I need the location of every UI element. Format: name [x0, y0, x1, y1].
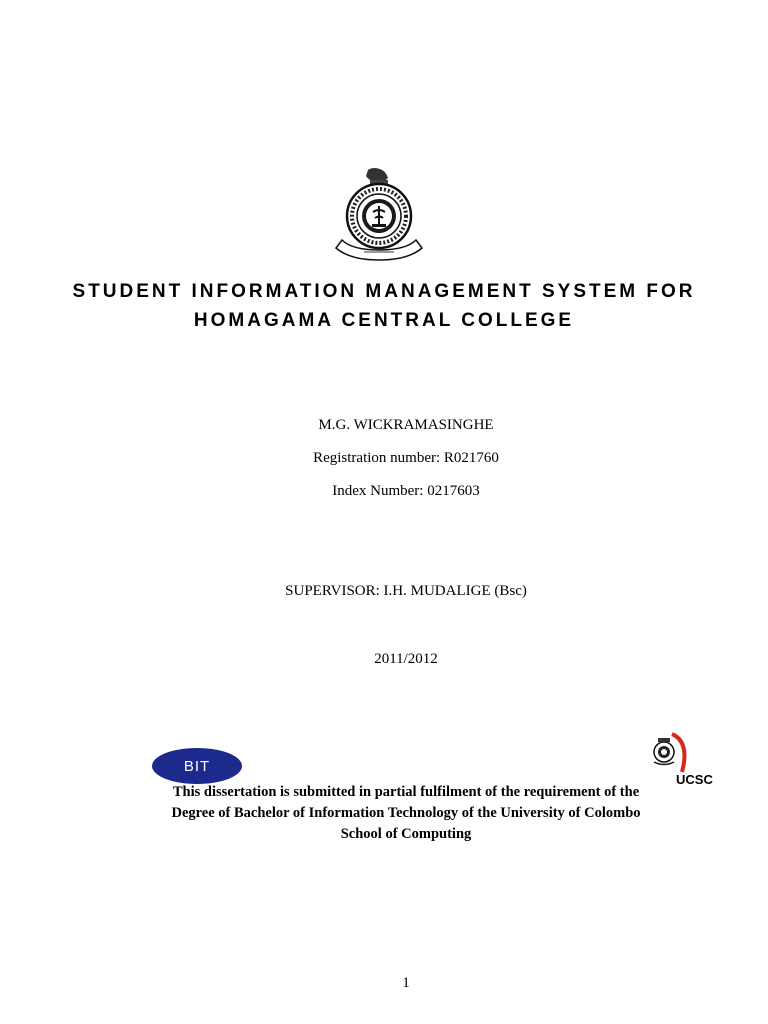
author-name: M.G. WICKRAMASINGHE: [318, 417, 494, 433]
index-number: Index Number: 0217603: [332, 483, 480, 499]
thesis-title-line-1: STUDENT INFORMATION MANAGEMENT SYSTEM FOR: [72, 281, 696, 302]
registration-number: Registration number: R021760: [313, 450, 499, 466]
supervisor: SUPERVISOR: I.H. MUDALIGE (Bsc): [285, 583, 527, 599]
academic-year: 2011/2012: [374, 651, 438, 667]
submission-statement-line-2: Degree of Bachelor of Information Technology of the University of Colombo: [171, 805, 641, 821]
bit-logo: [152, 748, 242, 784]
submission-statement-line-3: School of Computing: [340, 826, 472, 842]
bit-logo-label: BIT: [183, 757, 211, 775]
thesis-title-line-2: HOMAGAMA CENTRAL COLLEGE: [193, 310, 575, 331]
page-number: 1: [402, 975, 410, 991]
ucsc-logo-label: UCSC: [676, 772, 713, 787]
submission-statement-line-1: This dissertation is submitted in partial fulfilment of the requirement of the: [172, 784, 640, 800]
university-crest-logo: [334, 166, 424, 262]
